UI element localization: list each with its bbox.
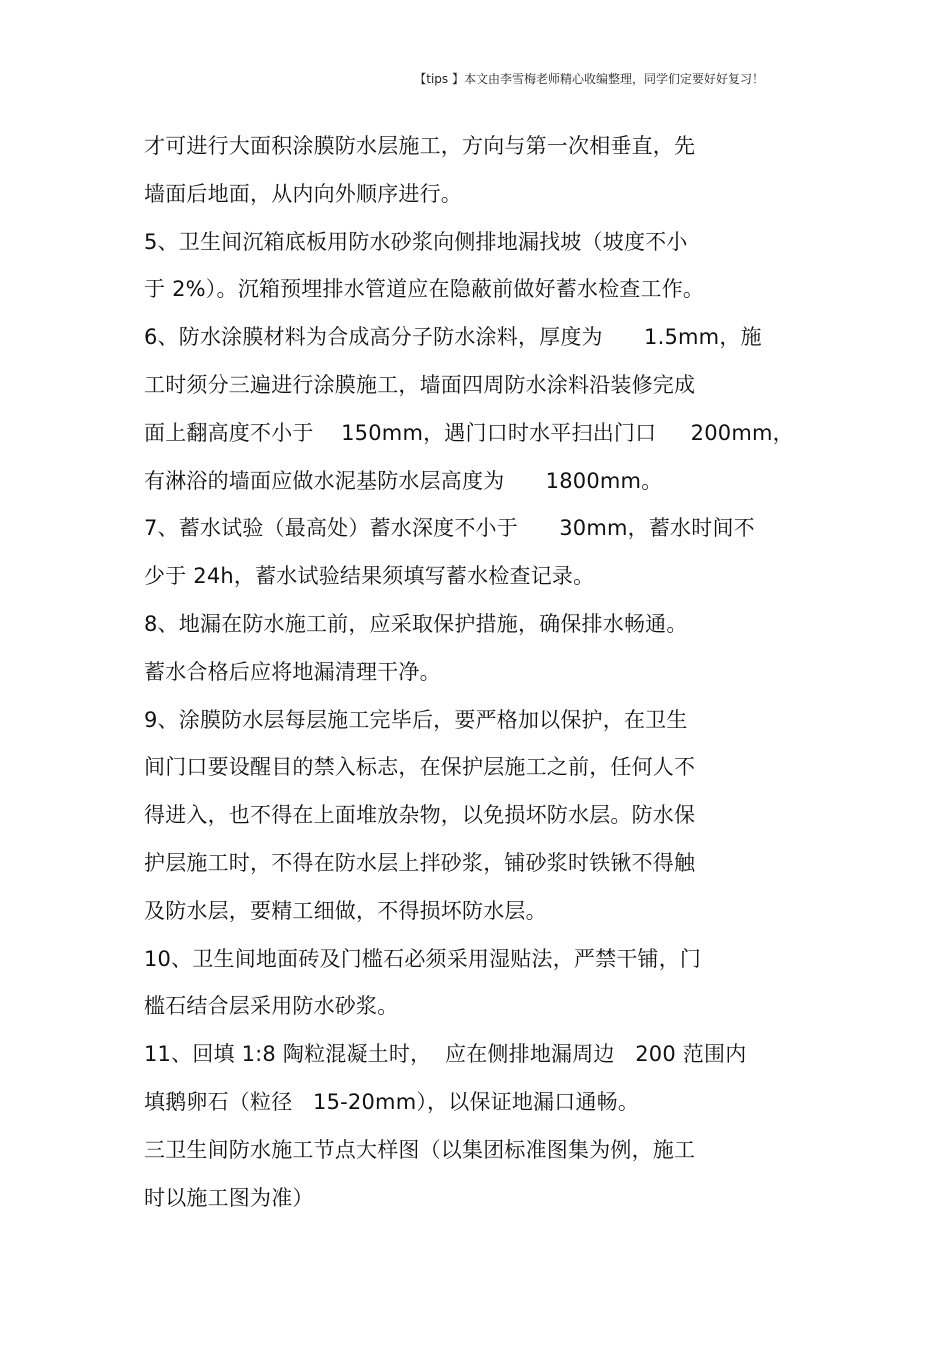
text-line: 11、回填 1:8 陶粒混凝土时， 应在侧排地漏周边 200 范围内: [144, 1042, 747, 1067]
text-line: 才可进行大面积涂膜防水层施工，方向与第一次相垂直，先: [144, 134, 696, 158]
text-line: 面上翻高度不小于 150mm，遇门口时水平扫出门口 200mm，: [144, 420, 794, 445]
text-line: 槛石结合层采用防水砂浆。: [144, 994, 399, 1019]
header-tip-note: 【tips 】本文由李雪梅老师精心收编整理，同学们定要好好复习！: [414, 72, 764, 86]
text-line: 护层施工时，不得在防水层上拌砂浆，铺砂浆时铁锹不得触: [144, 850, 696, 875]
text-line: 7、蓄水试验（最高处）蓄水深度不小于 30mm，蓄水时间不: [144, 516, 755, 541]
text-line: 墙面后地面，从内向外顺序进行。: [144, 181, 462, 206]
text-line: 得进入，也不得在上面堆放杂物，以免损坏防水层。防水保: [144, 803, 696, 828]
text-line: 少于 24h，蓄水试验结果须填写蓄水检查记录。: [144, 564, 595, 589]
text-line: 8、地漏在防水施工前，应采取保护措施，确保排水畅通。: [144, 611, 688, 636]
section-heading-line: 时以施工图为准）: [144, 1185, 314, 1210]
document-body: [144, 128, 824, 1227]
text-line: 于 2%）。沉箱预埋排水管道应在隐蔽前做好蓄水检查工作。: [144, 277, 705, 302]
text-line: 间门口要设醒目的禁入标志，在保护层施工之前，任何人不: [144, 755, 696, 780]
text-line: 及防水层，要精工细做，不得损坏防水层。: [144, 898, 547, 923]
text-line: 10、卫生间地面砖及门槛石必须采用湿贴法，严禁干铺，门: [144, 946, 702, 971]
text-line: 填鹅卵石（粒径 15-20mm），以保证地漏口通畅。: [144, 1089, 640, 1114]
text-line: 工时须分三遍进行涂膜施工，墙面四周防水涂料沿装修完成: [144, 372, 696, 397]
text-line: 有淋浴的墙面应做水泥基防水层高度为 1800mm。: [144, 468, 663, 493]
text-line: 蓄水合格后应将地漏清理干净。: [144, 659, 441, 684]
text-line: 6、防水涂膜材料为合成高分子防水涂料，厚度为 1.5mm，施: [144, 325, 762, 350]
text-line: 9、涂膜防水层每层施工完毕后，要严格加以保护，在卫生: [144, 707, 688, 732]
section-heading-line: 三卫生间防水施工节点大样图（以集团标准图集为例，施工: [144, 1137, 696, 1162]
text-line: 5、卫生间沉箱底板用防水砂浆向侧排地漏找坡（坡度不小: [144, 229, 688, 254]
